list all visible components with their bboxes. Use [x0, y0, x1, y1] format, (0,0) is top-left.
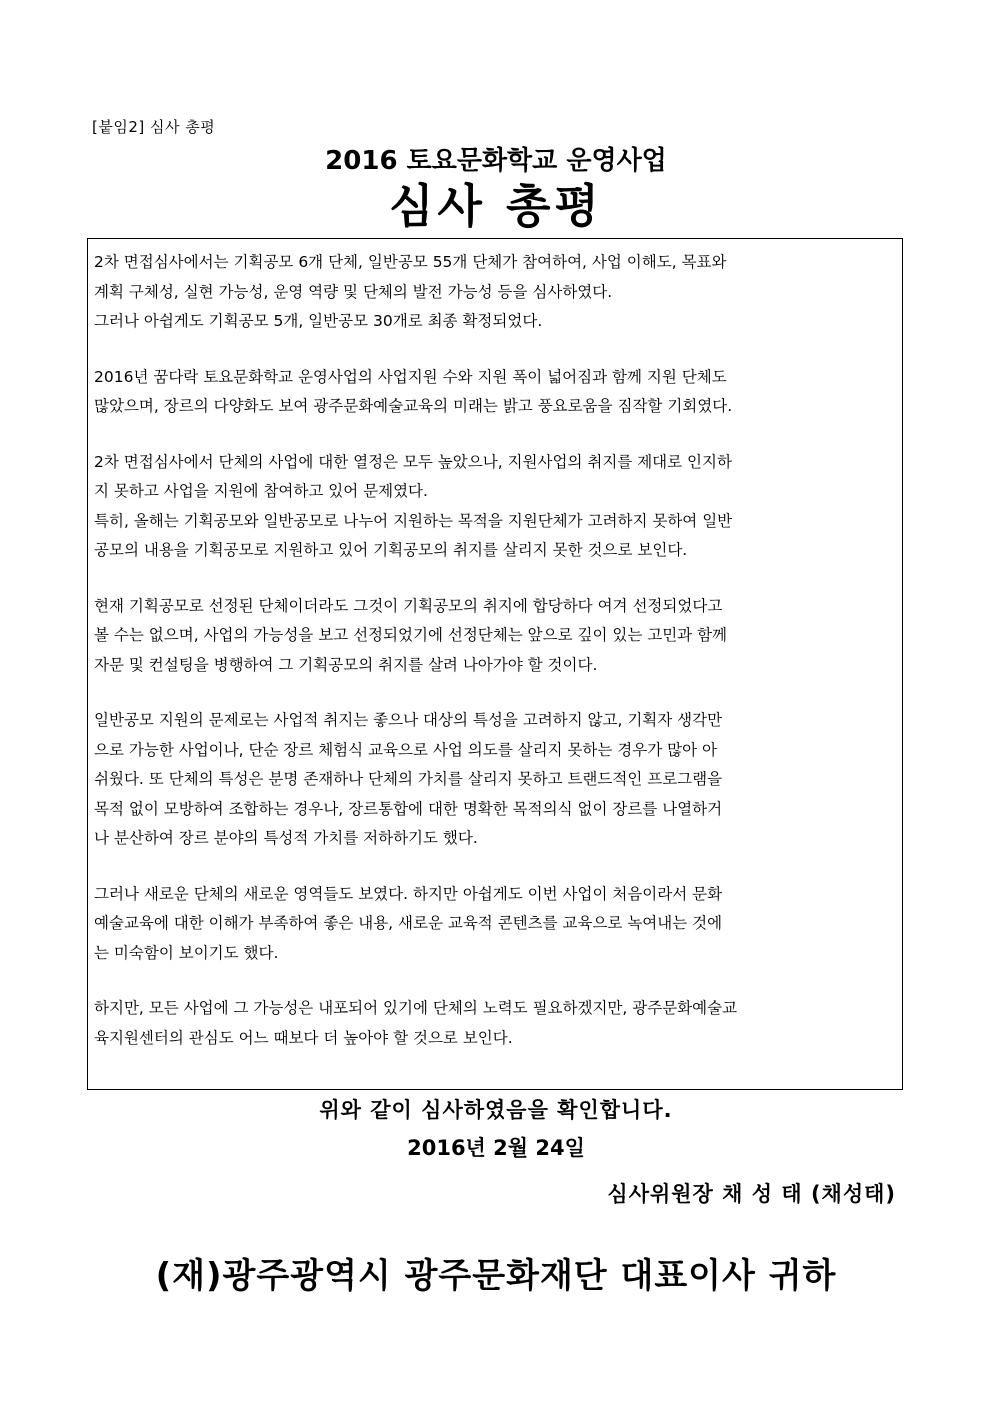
review-line: 지 못하고 사업을 지원에 참여하고 있어 문제였다. [94, 482, 428, 500]
review-paragraph-5 [94, 706, 896, 854]
review-line: 일반공모 지원의 문제로는 사업적 취지는 좋으나 대상의 특성을 고려하지 않고, 기획자 생각만 [94, 711, 723, 729]
document-subtitle: 2016 토요문화학교 운영사업 [325, 146, 667, 176]
review-line: 쉬웠다. 또 단체의 특성은 분명 존재하나 단체의 가치를 살리지 못하고 트랜드적인 프로그램을 [94, 770, 723, 788]
review-line: 현재 기획공모로 선정된 단체이더라도 그것이 기획공모의 취지에 합당하다 여겨 선정되었다고 [94, 596, 723, 615]
review-paragraph-7 [94, 994, 896, 1053]
review-paragraph-2 [94, 363, 896, 422]
review-line: 자문 및 컨설팅을 병행하여 그 기획공모의 취지를 살려 나아가야 할 것이다. [94, 655, 598, 674]
review-line: 하지만, 모든 사업에 그 가능성은 내포되어 있기에 단체의 노력도 필요하겠지만, 광주문화예술교 [94, 999, 738, 1017]
recipient-line: (재)광주광역시 광주문화재단 대표이사 귀하 [155, 1256, 837, 1296]
review-line: 나 분산하여 장르 분야의 특성적 가치를 저하하기도 했다. [94, 829, 478, 847]
review-line: 예술교육에 대한 이해가 부족하여 좋은 내용, 새로운 교육적 콘텐츠를 교육으로 녹여내는 것에 [94, 914, 723, 932]
review-line: 목적 없이 모방하여 조합하는 경우나, 장르통합에 대한 명확한 목적의식 없이 장르를 나열하거 [94, 799, 723, 818]
review-paragraph-6 [94, 880, 896, 969]
review-line: 볼 수는 없으며, 사업의 가능성을 보고 선정되었기에 선정단체는 앞으로 깊이 있는 고민과 함께 [94, 626, 728, 644]
review-line: 2차 면접심사에서는 기획공모 6개 단체, 일반공모 55개 단체가 참여하여, 사업 이해도, 목표와 [94, 253, 727, 271]
review-text-box [87, 238, 903, 1090]
document-date: 2016년 2월 24일 [407, 1136, 585, 1160]
review-paragraph-4 [94, 592, 896, 681]
attachment-label: [붙임2] 심사 총평 [92, 118, 216, 136]
review-paragraph-1 [94, 248, 896, 337]
document-title: 심사 총평 [389, 179, 603, 233]
review-paragraph-3 [94, 448, 896, 566]
review-line: 는 미숙함이 보이기도 했다. [94, 943, 279, 962]
review-line: 2차 면접심사에서 단체의 사업에 대한 열정은 모두 높았으나, 지원사업의 취지를 제대로 인지하 [94, 452, 732, 471]
review-line: 특히, 올해는 기획공모와 일반공모로 나누어 지원하는 목적을 지원단체가 고려하지 못하여 일반 [94, 511, 733, 530]
review-line: 그러나 새로운 단체의 새로운 영역들도 보였다. 하지만 아쉽게도 이번 사업이 처음이라서 문화 [94, 884, 723, 903]
review-line: 공모의 내용을 기획공모로 지원하고 있어 기획공모의 취지를 살리지 못한 것으로 보인다. [94, 541, 688, 559]
review-line: 그러나 아쉽게도 기획공모 5개, 일반공모 30개로 최종 확정되었다. [94, 312, 543, 330]
review-line: 육지원센터의 관심도 어느 때보다 더 높아야 할 것으로 보인다. [94, 1028, 513, 1047]
review-line: 으로 가능한 사업이나, 단순 장르 체험식 교육으로 사업 의도를 살리지 못하는 경우가 많아 아 [94, 740, 717, 759]
confirmation-statement: 위와 같이 심사하였음을 확인합니다. [319, 1098, 673, 1122]
review-line: 계획 구체성, 실현 가능성, 운영 역량 및 단체의 발전 가능성 등을 심사하였다. [94, 282, 613, 301]
signer-line: 심사위원장 채 성 태 (채성태) [607, 1182, 896, 1206]
review-line: 많았으며, 장르의 다양화도 보여 광주문화예술교육의 미래는 밝고 풍요로움을 짐작할 기회였다. [94, 397, 733, 415]
review-line: 2016년 꿈다락 토요문화학교 운영사업의 사업지원 수와 지원 폭이 넓어짐과 함께 지원 단체도 [94, 367, 727, 386]
